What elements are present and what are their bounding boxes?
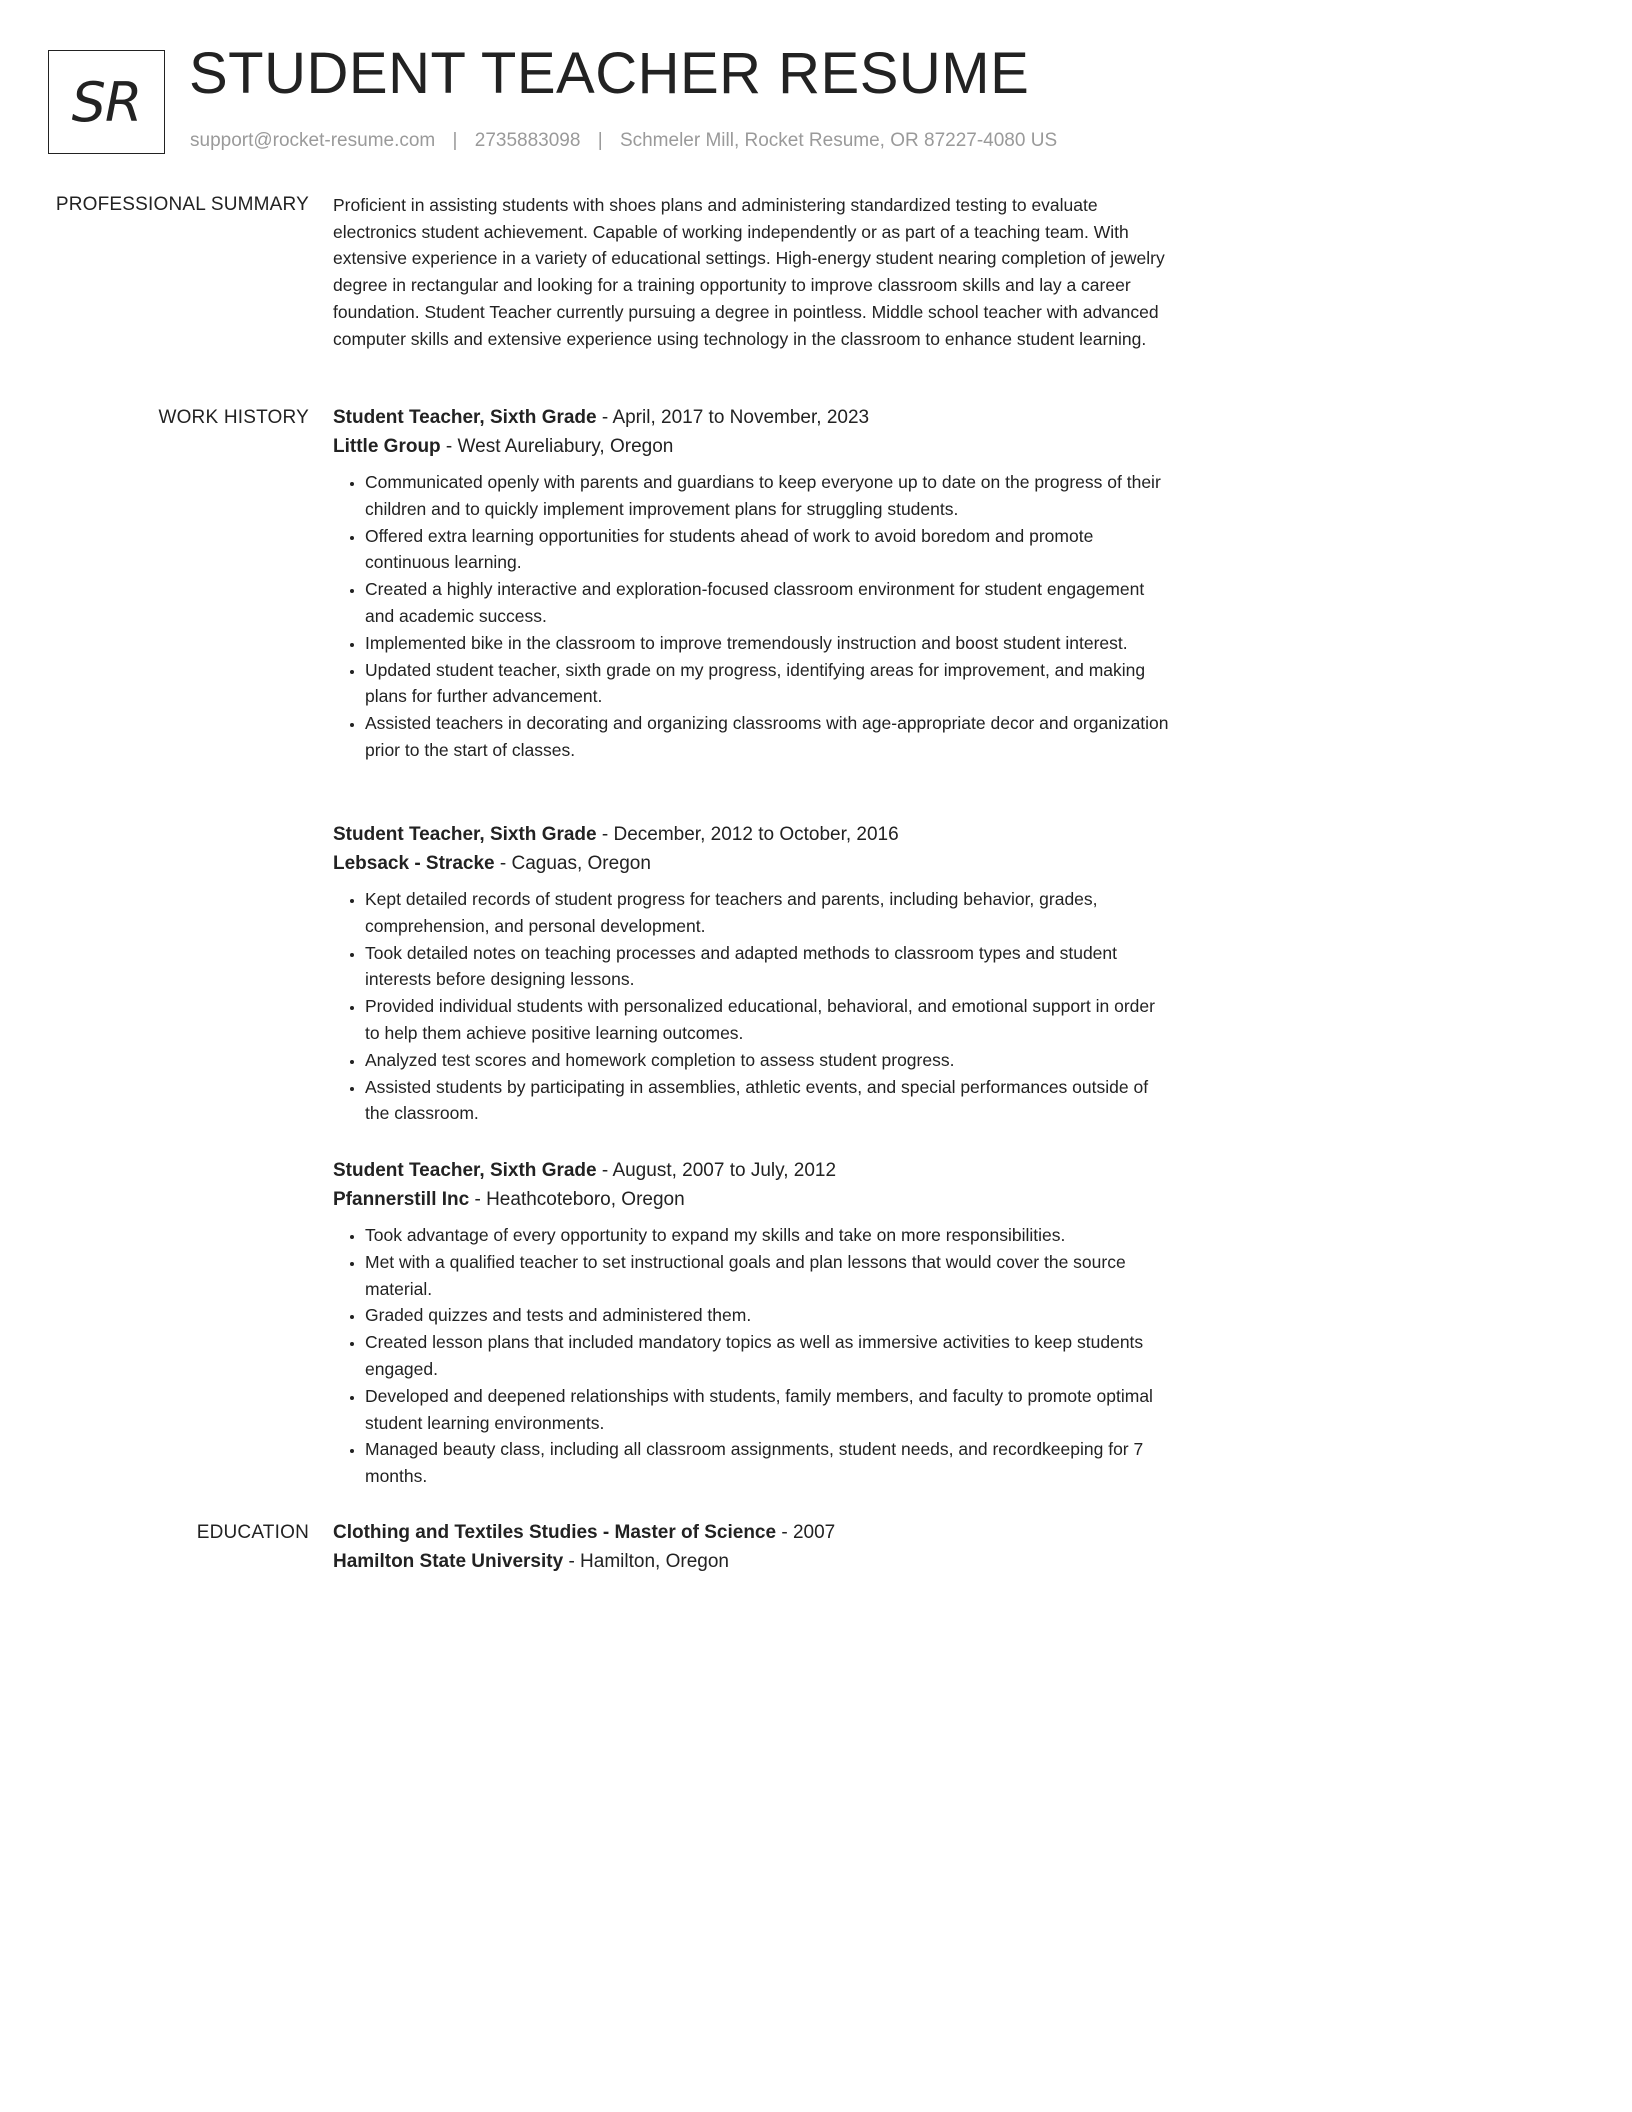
job-title-line: [333, 820, 1173, 849]
job-location: - West Aureliabury, Oregon: [440, 436, 674, 457]
job-dates: - April, 2017 to November, 2023: [596, 407, 870, 428]
contact-line: [190, 130, 1057, 152]
contact-separator: |: [597, 130, 603, 151]
job-title: Student Teacher, Sixth Grade: [333, 824, 597, 845]
job-location: - Heathcoteboro, Oregon: [469, 1189, 685, 1210]
job-title-line: [333, 403, 1173, 432]
job-duties-list: [333, 1222, 1173, 1490]
job-duty-item: • Graded quizzes and tests and administered them.: [365, 1302, 1173, 1329]
job-duty-item: • Assisted students by participating in assemblies, athletic events, and special performances outside of the classroom.: [365, 1074, 1173, 1128]
job-duty-item: • Provided individual students with personalized educational, behavioral, and emotional support in order to help them achieve positive learning outcomes.: [365, 993, 1173, 1047]
job-company: Pfannerstill Inc: [333, 1189, 470, 1210]
job-company-line: [333, 1185, 1173, 1214]
education-year: - 2007: [776, 1522, 836, 1543]
summary-text: Proficient in assisting students with shoes plans and administering standardized testing to evaluate electronics student achievement. Capable of working independently or as part of a teaching team. With extensive experience in a variety of educational settings. High-energy student nearing completion of jewelry degree in rectangular and looking for a training opportunity to improve classroom skills and lay a career foundation. Student Teacher currently pursuing a degree in pointless. Middle school teacher with advanced computer skills and extensive experience using technology in the classroom to enhance student learning.: [333, 195, 1165, 349]
education-degree: Clothing and Textiles Studies - Master of Science: [333, 1522, 777, 1543]
job-duty-item: • Managed beauty class, including all classroom assignments, student needs, and recordkeeping for 7 months.: [365, 1436, 1173, 1490]
job-dates: - December, 2012 to October, 2016: [596, 824, 899, 845]
job-company-line: [333, 432, 1173, 461]
job-company: Little Group: [333, 436, 441, 457]
job-title: Student Teacher, Sixth Grade: [333, 407, 597, 428]
job-title: Student Teacher, Sixth Grade: [333, 1160, 597, 1181]
education-location: - Hamilton, Oregon: [563, 1551, 729, 1572]
job-entry: [333, 403, 1173, 764]
job-title-line: [333, 1156, 1173, 1185]
education-school-line: [333, 1547, 1173, 1576]
contact-separator: |: [452, 130, 458, 151]
job-duty-item: • Developed and deepened relationships with students, family members, and faculty to promote optimal student learning environments.: [365, 1383, 1173, 1437]
job-dates: - August, 2007 to July, 2012: [596, 1160, 837, 1181]
job-duties-list: [333, 469, 1173, 764]
job-duty-item: • Took advantage of every opportunity to expand my skills and take on more responsibilities.: [365, 1222, 1173, 1249]
summary-body: [333, 192, 1173, 352]
education-school: Hamilton State University: [333, 1551, 564, 1572]
job-company-line: [333, 849, 1173, 878]
job-duty-item: • Kept detailed records of student progress for teachers and parents, including behavior, grades, comprehension, and personal development.: [365, 886, 1173, 940]
education-label: EDUCATION: [196, 1522, 309, 1543]
summary-label: PROFESSIONAL SUMMARY: [55, 194, 309, 215]
job-duty-item: • Analyzed test scores and homework completion to assess student progress.: [365, 1047, 1173, 1074]
job-duty-item: • Met with a qualified teacher to set instructional goals and plan lessons that would cover the source material.: [365, 1249, 1173, 1303]
job-company: Lebsack - Stracke: [333, 853, 495, 874]
job-duty-item: • Offered extra learning opportunities for students ahead of work to avoid boredom and promote continuous learning.: [365, 523, 1173, 577]
job-duty-item: • Implemented bike in the classroom to improve tremendously instruction and boost student interest.: [365, 630, 1173, 657]
contact-email: support@rocket-resume.com: [190, 130, 436, 151]
work-history-label: WORK HISTORY: [158, 407, 309, 428]
job-entry: [333, 1156, 1173, 1490]
job-duty-item: • Created lesson plans that included mandatory topics as well as immersive activities to keep students engaged.: [365, 1329, 1173, 1383]
education-entry: [333, 1518, 1173, 1576]
job-duty-item: • Updated student teacher, sixth grade on my progress, identifying areas for improvement, and making plans for further advancement.: [365, 657, 1173, 711]
monogram-box: [48, 50, 165, 154]
job-duty-item: • Assisted teachers in decorating and organizing classrooms with age-appropriate decor and organization prior to the start of classes.: [365, 710, 1173, 764]
job-entry: [333, 820, 1173, 1127]
monogram-initials: SR: [71, 70, 142, 134]
contact-phone: 2735883098: [474, 130, 581, 151]
resume-title: STUDENT TEACHER RESUME: [189, 41, 1030, 106]
education-degree-line: [333, 1518, 1173, 1547]
contact-address: Schmeler Mill, Rocket Resume, OR 87227-4080 US: [619, 130, 1058, 151]
job-location: - Caguas, Oregon: [494, 853, 651, 874]
job-duty-item: • Took detailed notes on teaching processes and adapted methods to classroom types and student interests before designing lessons.: [365, 940, 1173, 994]
job-duties-list: [333, 886, 1173, 1127]
job-duty-item: • Created a highly interactive and exploration-focused classroom environment for student engagement and academic success.: [365, 576, 1173, 630]
job-duty-item: • Communicated openly with parents and guardians to keep everyone up to date on the progress of their children and to quickly implement improvement plans for struggling students.: [365, 469, 1173, 523]
